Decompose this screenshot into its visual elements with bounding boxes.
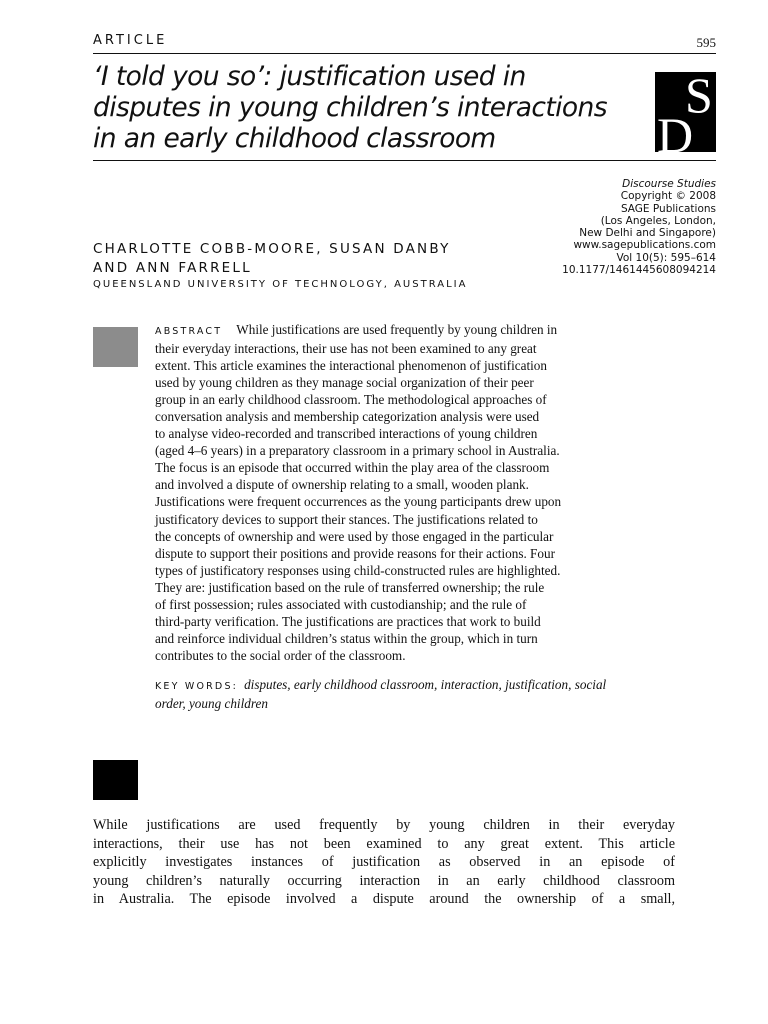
abstract-marker [93, 327, 138, 367]
abstract-line: conversation analysis and membership categorization analysis were used [155, 409, 540, 425]
abstract-line: extent. This article examines the interactional phenomenon of justification [155, 358, 547, 374]
journal-logo [655, 72, 716, 152]
title-line: ‘I told you so’: justification used in [93, 61, 526, 92]
section-marker [93, 760, 138, 800]
abstract-line: group in an early childhood classroom. The methodological approaches of [155, 392, 547, 408]
keywords-text: order, young children [155, 696, 268, 711]
body-line: interactions, their use has not been examined to any great extent. This article [93, 835, 675, 852]
logo-letter-s: S [685, 72, 713, 123]
abstract-line: of first possession; rules associated with custodianship; and the rule of [155, 596, 527, 612]
locations: (Los Angeles, London, [600, 214, 716, 227]
locations: New Delhi and Singapore) [579, 227, 716, 240]
abstract-line: While justifications are used frequently by young children in [236, 322, 558, 337]
article-title [93, 61, 633, 154]
abstract-label: ABSTRACT [155, 326, 223, 337]
body-line: While justifications are used frequently by young children in their everyday [93, 817, 675, 833]
title-rule-bottom [93, 160, 716, 161]
abstract-line: Justifications were frequent occurrences as the young participants drew upon [155, 494, 562, 510]
abstract-line: their everyday interactions, their use has not been examined to any great [155, 341, 537, 357]
doi: 10.1177/1461445608094214 [562, 264, 716, 277]
title-line: in an early childhood classroom [93, 123, 496, 154]
journal-info [476, 178, 716, 276]
page-number: 595 [696, 35, 716, 50]
abstract-line: and involved a dispute of ownership relating to a small, wooden plank. [155, 477, 529, 493]
abstract-line: The focus is an episode that occurred within the play area of the classroom [155, 460, 550, 476]
abstract-line: justificatory devices to support their stances. The justifications related to [155, 511, 538, 527]
website: www.sagepublications.com [573, 239, 716, 252]
body-line: in Australia. The episode involved a dispute around the ownership of a small, [93, 891, 675, 908]
abstract-line: and reinforce individual children’s status within the group, which in turn [155, 630, 538, 646]
body-line: explicitly investigates instances of justification as observed in an episode of [93, 854, 675, 871]
abstract-line: (aged 4–6 years) in a preparatory classroom in a primary school in Australia. [155, 443, 560, 459]
abstract-line: dispute to support their positions and provide reasons for their actions. Four [155, 545, 555, 561]
logo-letter-d: D [657, 107, 694, 152]
section-label: ARTICLE [93, 33, 168, 48]
abstract-line: the concepts of ownership and were used by those engaged in the particular [155, 528, 554, 544]
authors [93, 240, 451, 278]
title-rule-top [93, 53, 716, 54]
body-text [93, 816, 675, 909]
author-line: CHARLOTTE COBB-MOORE, SUSAN DANBY [93, 241, 451, 257]
journal-name: Discourse Studies [622, 178, 716, 190]
abstract-line: They are: justification based on the rule of transferred ownership; the rule [155, 579, 545, 595]
title-line: disputes in young children’s interactions [93, 92, 607, 123]
author-line: AND ANN FARRELL [93, 260, 252, 276]
keywords-text: disputes, early childhood classroom, interaction, justification, social [244, 677, 607, 692]
affiliation: QUEENSLAND UNIVERSITY OF TECHNOLOGY, AUSTRALIA [93, 279, 468, 290]
abstract-line: to analyse video-recorded and transcribed interactions of young children [155, 426, 538, 442]
abstract-line: contributes to the social order of the classroom. [155, 647, 406, 663]
keywords-label: KEY WORDS: [155, 681, 239, 692]
keywords [155, 676, 685, 712]
volume: Vol 10(5): 595–614 [616, 251, 716, 264]
abstract-line: types of justificatory responses using child-constructed rules are highlighted. [155, 562, 561, 578]
publisher: SAGE Publications [620, 202, 716, 215]
abstract-line: third-party verification. The justifications are practices that work to build [155, 613, 541, 629]
body-line: young children’s naturally occurring interaction in an early childhood classroom [93, 872, 675, 889]
copyright: Copyright © 2008 [620, 190, 716, 203]
abstract [155, 321, 675, 664]
abstract-line: used by young children as they manage social organization of their peer [155, 375, 534, 391]
